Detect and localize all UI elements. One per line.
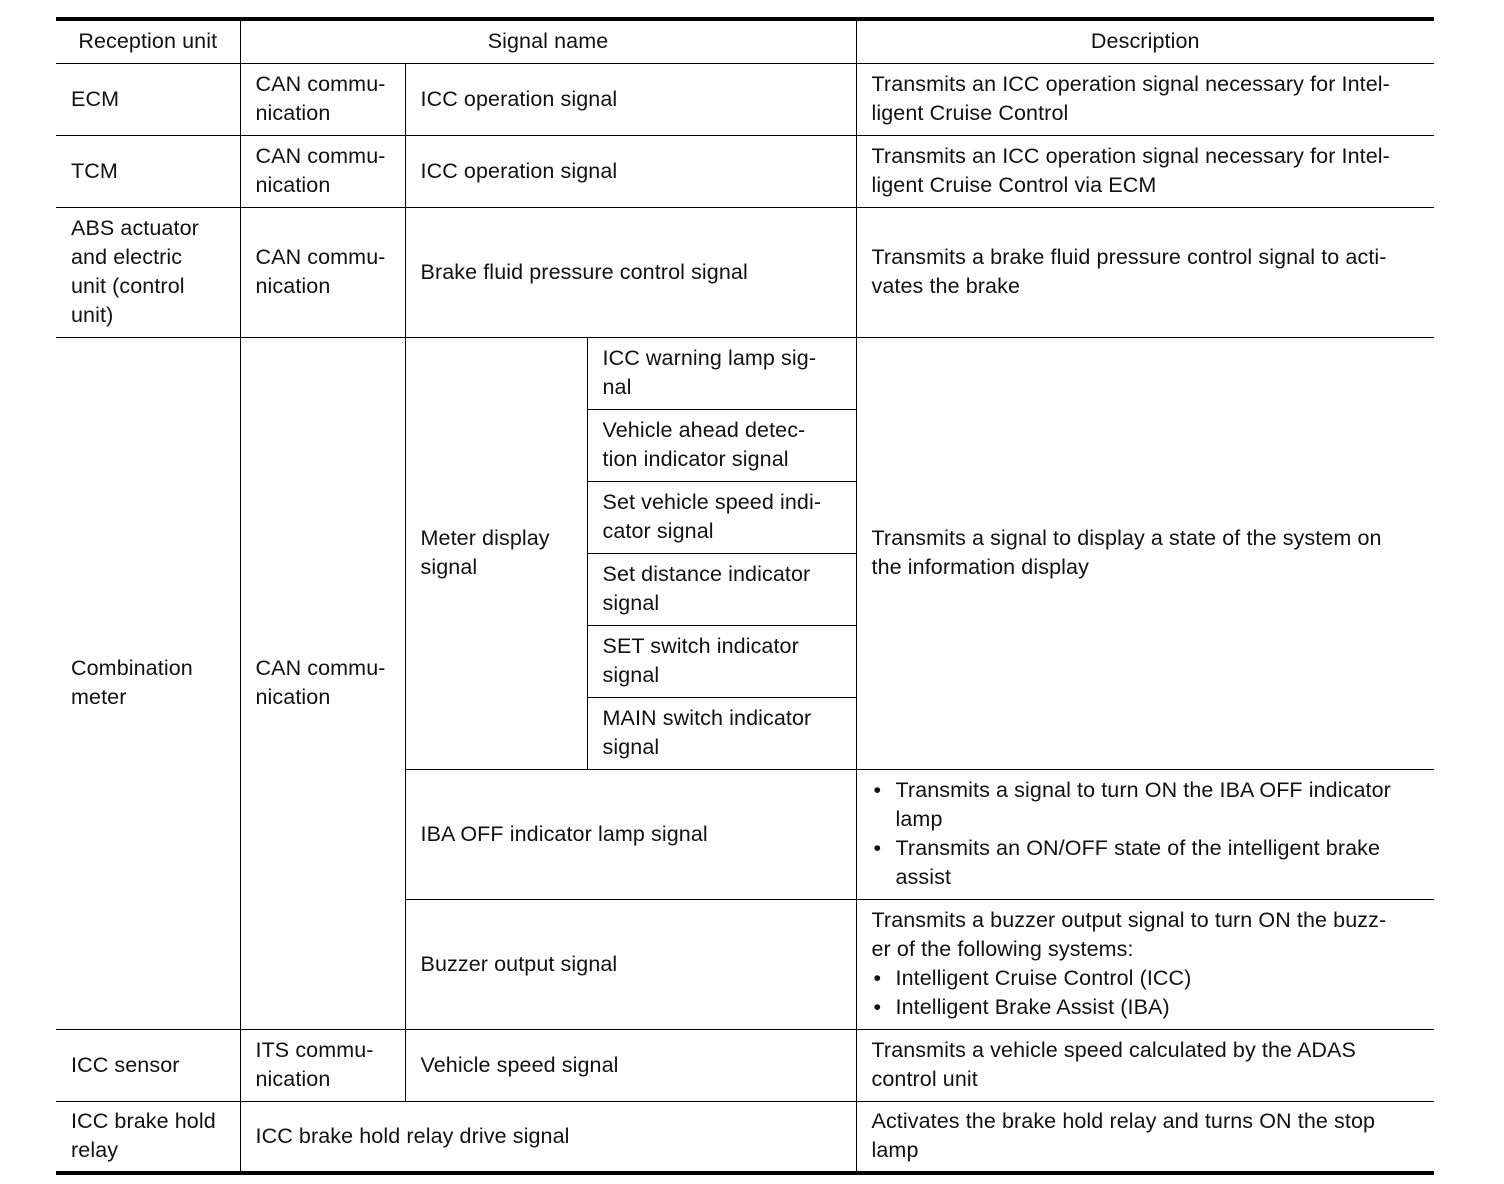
signal-name-cell: Vehicle speed signal xyxy=(405,1029,856,1101)
buzzer-description-list xyxy=(872,964,1421,1022)
reception-unit-cell: Combination meter xyxy=(56,337,240,1029)
signal-name-cell: ICC operation signal xyxy=(405,63,856,135)
sub-signal-cell: SET switch indicator signal xyxy=(587,625,856,697)
communication-cell: CAN commu- nication xyxy=(240,337,405,1029)
reception-unit-cell: TCM xyxy=(56,135,240,207)
sub-signal-cell: MAIN switch indicator signal xyxy=(587,697,856,769)
header-reception-unit: Reception unit xyxy=(56,19,240,63)
communication-cell: CAN commu- nication xyxy=(240,207,405,337)
header-row xyxy=(56,19,1434,63)
reception-unit-cell: ECM xyxy=(56,63,240,135)
reception-unit-cell: ABS actuator and electric unit (control unit) xyxy=(56,207,240,337)
list-item: • Transmits a signal to turn ON the IBA OFF indicator lamp xyxy=(872,776,1421,834)
communication-cell: CAN commu- nication xyxy=(240,63,405,135)
description-cell: Transmits an ICC operation signal necessary for Intel- ligent Cruise Control via ECM xyxy=(856,135,1434,207)
description-cell: Activates the brake hold relay and turns ON the stop lamp xyxy=(856,1101,1434,1173)
list-item: • Intelligent Brake Assist (IBA) xyxy=(872,993,1421,1022)
signal-table xyxy=(56,17,1434,1175)
list-item: • Intelligent Cruise Control (ICC) xyxy=(872,964,1421,993)
sub-signal-cell: Set vehicle speed indi- cator signal xyxy=(587,481,856,553)
sub-signal-cell: Set distance indicator signal xyxy=(587,553,856,625)
header-description: Description xyxy=(856,19,1434,63)
header-signal-name: Signal name xyxy=(240,19,856,63)
table-row xyxy=(56,63,1434,135)
signal-name-cell: ICC brake hold relay drive signal xyxy=(240,1101,856,1173)
description-cell: Transmits a vehicle speed calculated by the ADAS control unit xyxy=(856,1029,1434,1101)
signal-name-cell: ICC operation signal xyxy=(405,135,856,207)
list-item: • Transmits an ON/OFF state of the intelligent brake assist xyxy=(872,834,1421,892)
table-row xyxy=(56,135,1434,207)
sub-signal-cell: ICC warning lamp sig- nal xyxy=(587,337,856,409)
description-cell: Transmits a brake fluid pressure control signal to acti- vates the brake xyxy=(856,207,1434,337)
buzzer-description-intro: Transmits a buzzer output signal to turn ON the buzz- er of the following systems: xyxy=(871,908,1387,961)
description-cell: Transmits a signal to display a state of the system on the information display xyxy=(856,337,1434,769)
reception-unit-cell: ICC sensor xyxy=(56,1029,240,1101)
signal-name-cell: IBA OFF indicator lamp signal xyxy=(405,769,856,899)
reception-unit-cell: ICC brake hold relay xyxy=(56,1101,240,1173)
communication-cell: ITS commu- nication xyxy=(240,1029,405,1101)
signal-name-cell: Buzzer output signal xyxy=(405,899,856,1029)
signal-name-cell: Brake fluid pressure control signal xyxy=(405,207,856,337)
description-cell xyxy=(856,769,1434,899)
sub-signal-cell: Vehicle ahead detec- tion indicator signal xyxy=(587,409,856,481)
table-row xyxy=(56,337,1434,409)
table-row xyxy=(56,1101,1434,1173)
communication-cell: CAN commu- nication xyxy=(240,135,405,207)
description-cell xyxy=(856,899,1434,1029)
table-row xyxy=(56,207,1434,337)
meter-display-signal-cell: Meter display signal xyxy=(405,337,587,769)
iba-description-list xyxy=(872,776,1421,892)
description-cell: Transmits an ICC operation signal necessary for Intel- ligent Cruise Control xyxy=(856,63,1434,135)
table-row xyxy=(56,1029,1434,1101)
